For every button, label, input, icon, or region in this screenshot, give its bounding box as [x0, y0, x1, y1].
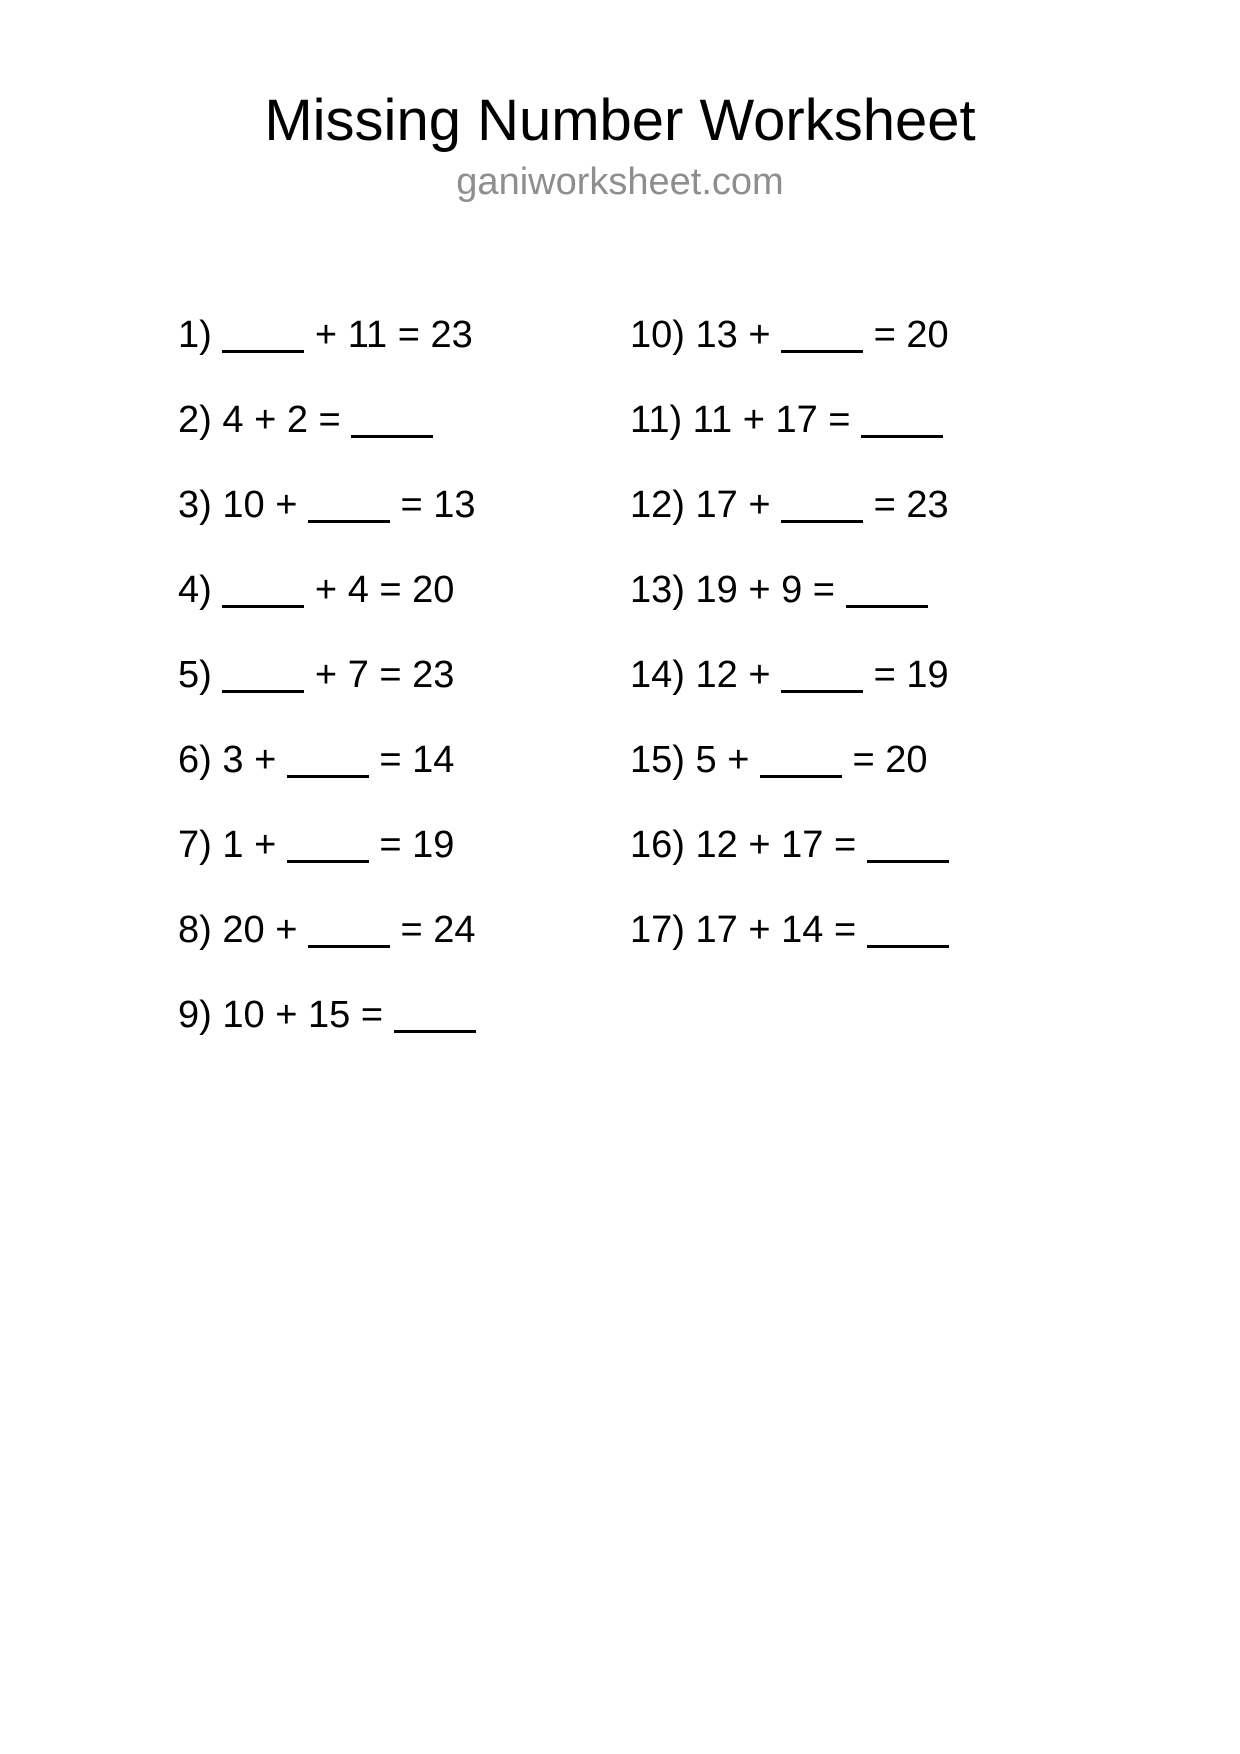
answer-blank [846, 605, 928, 608]
plus-sign: + [748, 654, 771, 697]
answer-blank [781, 520, 863, 523]
problem-row [178, 718, 630, 803]
plus-sign: + [727, 739, 750, 782]
equals-sign: = [833, 909, 857, 952]
equals-sign: = [379, 569, 402, 612]
equals-sign: = [400, 484, 423, 527]
operand: 17 [695, 484, 738, 527]
equals-sign: = [379, 824, 402, 867]
equals-sign: = [873, 314, 896, 357]
equals-sign: = [400, 909, 423, 952]
plus-sign: + [275, 484, 298, 527]
plus-sign: + [748, 569, 771, 612]
plus-sign: + [275, 909, 298, 952]
operand: 15 [307, 994, 351, 1037]
problem-number: 10) [630, 314, 685, 357]
operand: 13 [433, 484, 476, 527]
equals-sign: = [833, 824, 857, 867]
problem-number: 5) [178, 654, 212, 697]
problem-row [178, 633, 630, 718]
operand: 23 [412, 654, 455, 697]
operand: 4 [222, 399, 244, 442]
plus-sign: + [748, 314, 771, 357]
plus-sign: + [314, 569, 338, 612]
operand: 5 [695, 739, 717, 782]
operand: 4 [347, 569, 369, 612]
plus-sign: + [314, 314, 338, 357]
answer-blank [287, 860, 369, 863]
problem-row [630, 633, 1082, 718]
operand: 10 [222, 994, 265, 1037]
answer-blank [222, 350, 304, 353]
problem-number: 17) [630, 909, 685, 952]
problem-row [630, 803, 1082, 888]
problem-row [630, 718, 1082, 803]
plus-sign: + [254, 824, 277, 867]
problems-column-left [178, 293, 630, 1058]
operand: 19 [412, 824, 455, 867]
operand: 20 [222, 909, 265, 952]
equals-sign: = [360, 994, 384, 1037]
operand: 7 [347, 654, 369, 697]
problem-row [178, 293, 630, 378]
equals-sign: = [852, 739, 875, 782]
answer-blank [781, 690, 863, 693]
operand: 19 [906, 654, 949, 697]
answer-blank [308, 520, 390, 523]
problem-row [630, 888, 1082, 973]
plus-sign: + [254, 399, 277, 442]
equals-sign: = [397, 314, 420, 357]
operand: 20 [906, 314, 949, 357]
equals-sign: = [873, 654, 896, 697]
problem-number: 6) [178, 739, 212, 782]
operand: 20 [412, 569, 455, 612]
problem-number: 4) [178, 569, 212, 612]
answer-blank [222, 690, 304, 693]
problem-row [630, 548, 1082, 633]
operand: 23 [906, 484, 949, 527]
problem-row [178, 548, 630, 633]
plus-sign: + [314, 654, 338, 697]
problem-row [630, 463, 1082, 548]
site-credit: ganiworksheet.com [456, 160, 784, 203]
problem-number: 11) [630, 399, 683, 442]
operand: 1 [222, 824, 244, 867]
equals-sign: = [379, 654, 402, 697]
operand: 12 [695, 654, 738, 697]
operand: 9 [781, 569, 803, 612]
operand: 2 [286, 399, 308, 442]
problem-number: 3) [178, 484, 212, 527]
answer-blank [861, 435, 943, 438]
operand: 19 [695, 569, 738, 612]
worksheet-header [0, 0, 1240, 205]
answer-blank [394, 1030, 476, 1033]
operand: 10 [222, 484, 265, 527]
problem-number: 12) [630, 484, 685, 527]
equals-sign: = [318, 399, 341, 442]
problem-number: 2) [178, 399, 212, 442]
answer-blank [867, 860, 949, 863]
operand: 23 [430, 314, 473, 357]
equals-sign: = [812, 569, 835, 612]
problem-number: 1) [178, 314, 212, 357]
operand: 3 [222, 739, 244, 782]
answer-blank [781, 350, 863, 353]
equals-sign: = [873, 484, 896, 527]
problem-number: 13) [630, 569, 685, 612]
answer-blank [760, 775, 842, 778]
operand: 11 [347, 314, 388, 357]
problem-row [178, 888, 630, 973]
operand: 11 [692, 399, 733, 442]
problem-number: 16) [630, 824, 685, 867]
operand: 17 [781, 824, 824, 867]
operand: 20 [885, 739, 928, 782]
problem-number: 14) [630, 654, 685, 697]
operand: 14 [781, 909, 824, 952]
problem-number: 9) [178, 994, 212, 1037]
problem-row [178, 463, 630, 548]
operand: 17 [775, 399, 818, 442]
problem-row [178, 378, 630, 463]
operand: 12 [695, 824, 738, 867]
plus-sign: + [254, 739, 277, 782]
answer-blank [287, 775, 369, 778]
problem-row [178, 803, 630, 888]
plus-sign: + [748, 824, 771, 867]
equals-sign: = [828, 399, 851, 442]
operand: 17 [695, 909, 738, 952]
plus-sign: + [748, 909, 771, 952]
operand: 13 [695, 314, 738, 357]
answer-blank [867, 945, 949, 948]
problem-number: 8) [178, 909, 212, 952]
answer-blank [351, 435, 433, 438]
plus-sign: + [742, 399, 765, 442]
problem-row [630, 378, 1082, 463]
page-title: Missing Number Worksheet [264, 88, 976, 153]
problem-number: 7) [178, 824, 212, 867]
plus-sign: + [748, 484, 771, 527]
answer-blank [308, 945, 390, 948]
problem-number: 15) [630, 739, 685, 782]
problem-row [178, 973, 630, 1058]
plus-sign: + [275, 994, 298, 1037]
operand: 24 [433, 909, 476, 952]
problem-row [630, 293, 1082, 378]
equals-sign: = [379, 739, 402, 782]
problems-column-right [630, 293, 1082, 1058]
problems-area [0, 293, 1240, 1058]
operand: 14 [412, 739, 455, 782]
answer-blank [222, 605, 304, 608]
